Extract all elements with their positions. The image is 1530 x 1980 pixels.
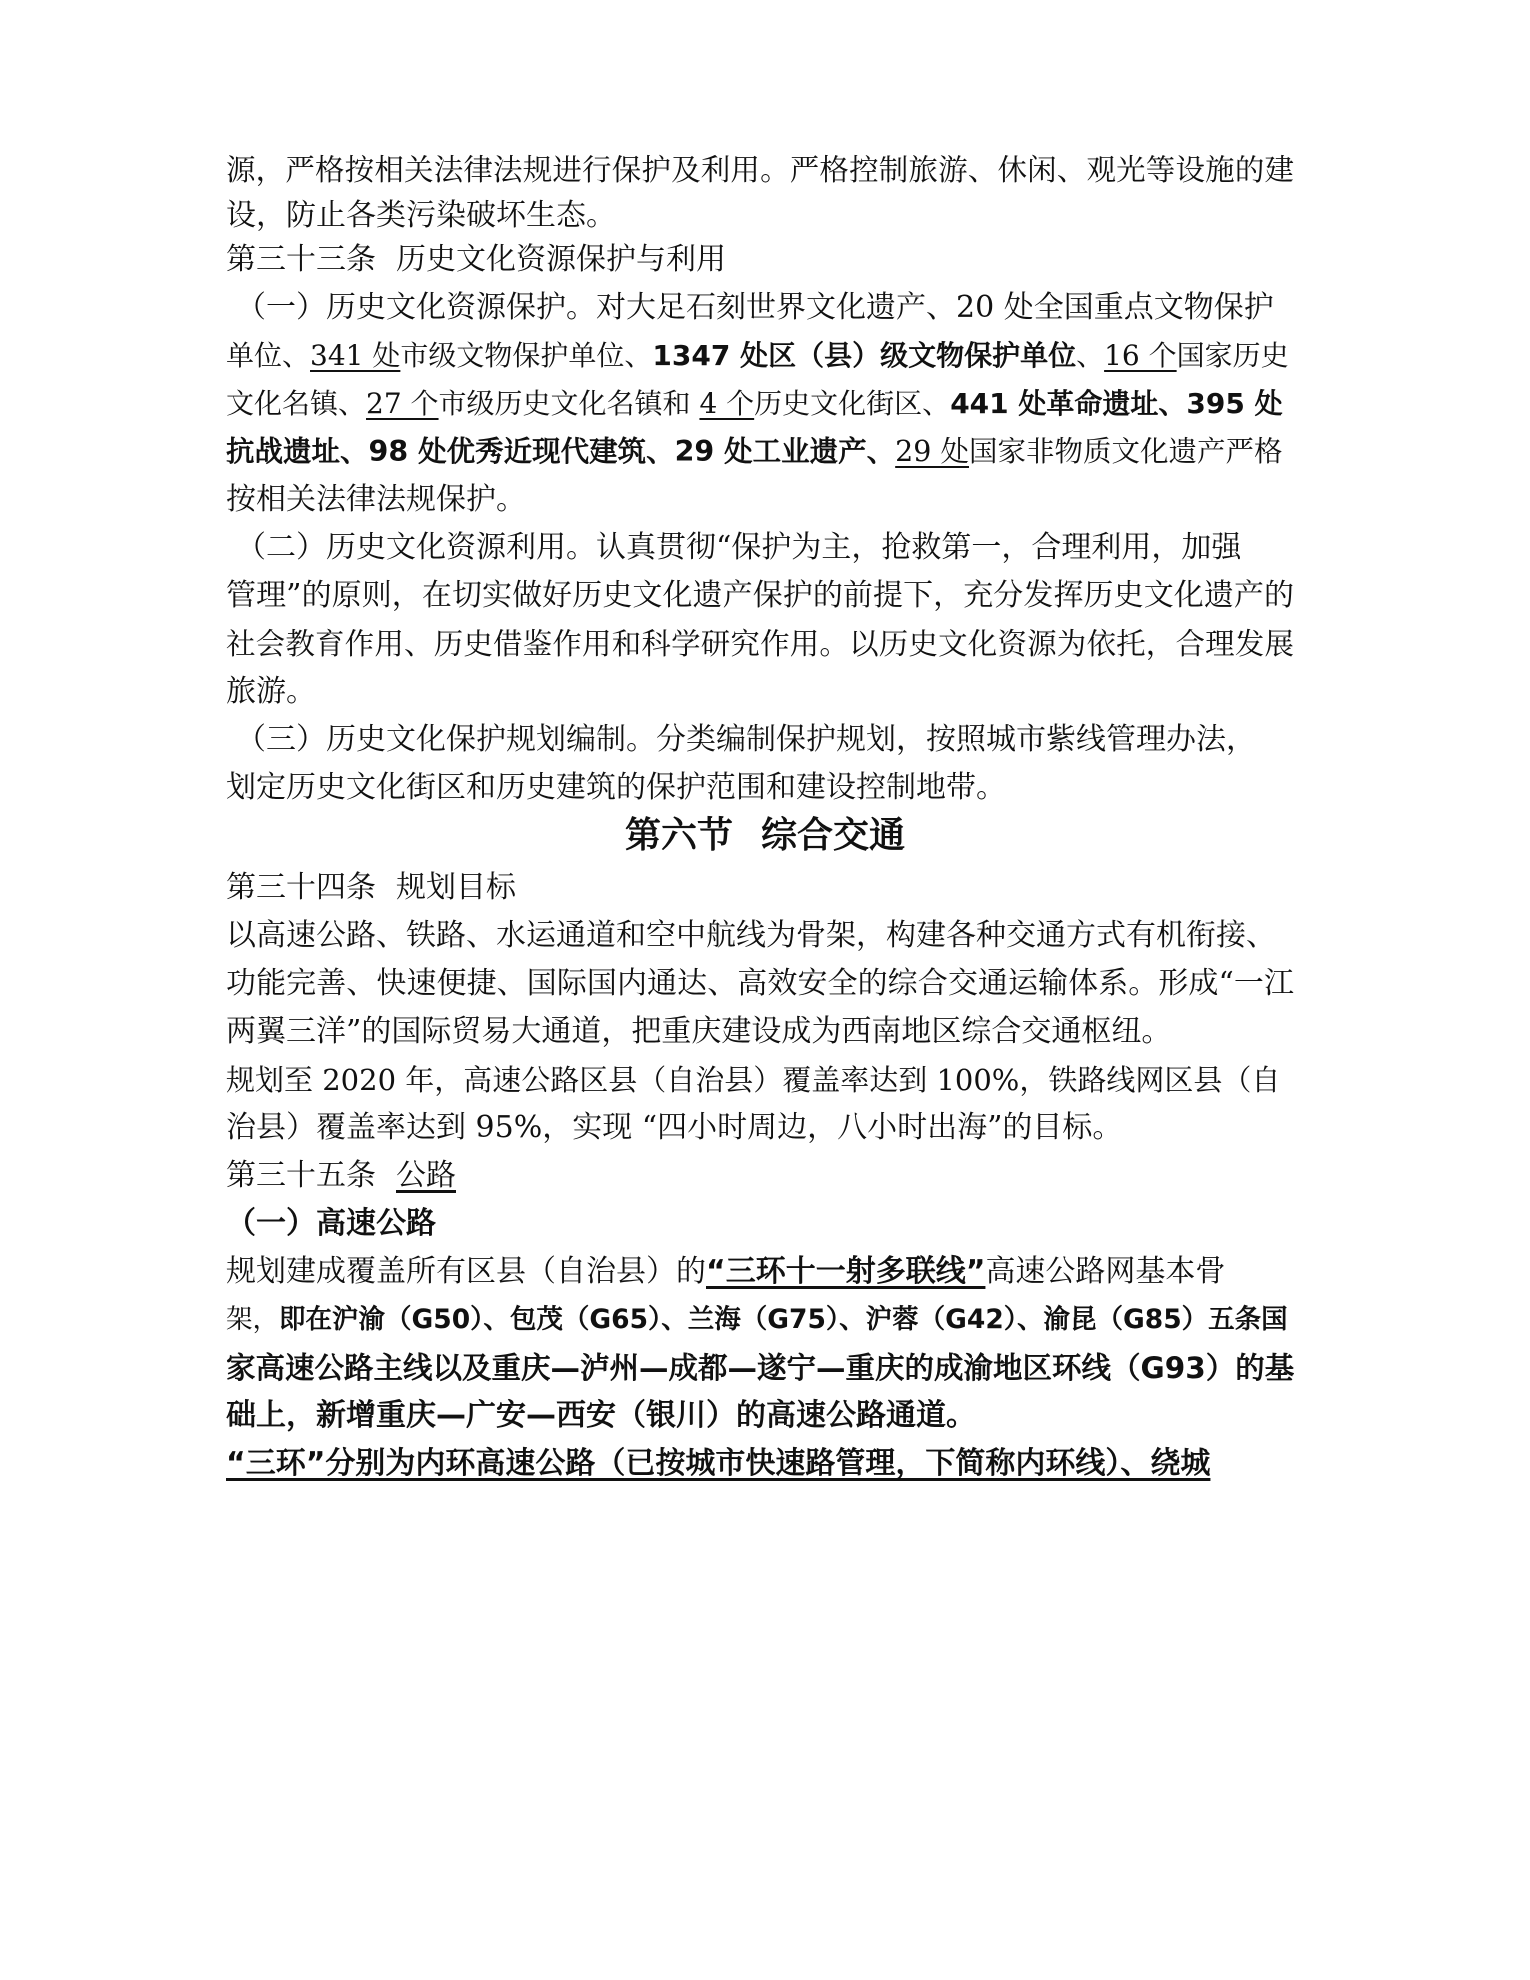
paragraph-line [226, 336, 1294, 376]
paragraph-line: 两翼三洋”的国际贸易大通道，把重庆建设成为西南地区综合交通枢纽。 [226, 1014, 1172, 1049]
article-title: 公路 [396, 1158, 456, 1193]
bold-text: 抗战遗址、98 处优秀近现代建筑、29 处工业遗产、 [226, 435, 896, 468]
text-run: 架， [226, 1304, 279, 1335]
paragraph-line: （二）历史文化资源利用。认真贯彻“保护为主，抢救第一，合理利用，加强 [236, 530, 1242, 565]
article-title: 规划目标 [396, 870, 516, 905]
underlined-text: 341 处 [310, 339, 401, 372]
underlined-text: 4 个 [699, 387, 755, 420]
text-run: 单位、 [226, 339, 311, 372]
text-run: 国家非物质文化遗产严格 [969, 435, 1283, 468]
text-run: 规划建成覆盖所有区县（自治县）的 [226, 1254, 706, 1289]
underlined-text: “三环十一射多联线” [706, 1254, 986, 1289]
paragraph-line: 划定历史文化街区和历史建筑的保护范围和建设控制地带。 [226, 770, 1006, 805]
paragraph-line: 设，防止各类污染破坏生态。 [226, 198, 616, 233]
text-run: 市级历史文化名镇和 [438, 387, 700, 420]
paragraph-line: 规划至 2020 年，高速公路区县（自治县）覆盖率达到 100%，铁路线网区县（自 [226, 1063, 1281, 1097]
text-run: 历史文化街区、 [754, 387, 951, 420]
paragraph-line: 管理”的原则，在切实做好历史文化遗产保护的前提下，充分发挥历史文化遗产的 [226, 578, 1294, 613]
article-number: 第三十五条 [226, 1158, 376, 1193]
article-35-heading [226, 1156, 1294, 1196]
paragraph-line [226, 1252, 1294, 1292]
bold-text: 即在沪渝（G50）、包茂（G65）、兰海（G75）、沪蓉（G42）、渝昆（G85）五条国 [279, 1304, 1288, 1335]
paragraph-line: 以高速公路、铁路、水运通道和空中航线为骨架，构建各种交通方式有机衔接、 [226, 918, 1276, 953]
paragraph-line: 按相关法律法规保护。 [226, 482, 526, 517]
paragraph-line [226, 384, 1294, 424]
paragraph-line [226, 432, 1294, 472]
paragraph-line: 源，严格按相关法律法规进行保护及利用。严格控制旅游、休闲、观光等设施的建 [226, 153, 1294, 187]
paragraph-line: 础上，新增重庆—广安—西安（银川）的高速公路通道。 [226, 1398, 976, 1433]
subheading: （一）高速公路 [226, 1206, 436, 1241]
paragraph-line: 旅游。 [226, 674, 316, 709]
underlined-text: 27 个 [366, 387, 439, 420]
paragraph-line: 家高速公路主线以及重庆—泸州—成都—遂宁—重庆的成渝地区环线（G93）的基 [226, 1351, 1295, 1385]
paragraph-line: （三）历史文化保护规划编制。分类编制保护规划，按照城市紫线管理办法， [236, 722, 1256, 757]
article-number: 第三十三条 [226, 242, 376, 277]
text-run: 、 [1076, 339, 1105, 372]
article-number: 第三十四条 [226, 870, 376, 905]
text-run: 市级文物保护单位、 [400, 339, 653, 372]
section-heading [0, 814, 1530, 858]
article-34-heading [226, 868, 1294, 908]
underlined-text: 29 处 [895, 435, 969, 468]
paragraph-line: 社会教育作用、历史借鉴作用和科学研究作用。以历史文化资源为依托，合理发展 [226, 627, 1294, 661]
text-run: 文化名镇、 [226, 387, 367, 420]
text-run: 高速公路网基本骨 [985, 1254, 1226, 1289]
paragraph-line: 功能完善、快速便捷、国际国内通达、高效安全的综合交通运输体系。形成“一江 [226, 966, 1294, 1001]
paragraph-line [226, 1300, 1294, 1340]
text-run: 国家历史 [1176, 339, 1289, 372]
article-title: 历史文化资源保护与利用 [396, 242, 726, 277]
paragraph-line: （一）历史文化资源保护。对大足石刻世界文化遗产、20 处全国重点文物保护 [236, 290, 1274, 325]
underlined-text: 16 个 [1104, 339, 1177, 372]
section-number: 第六节 [624, 815, 733, 856]
article-33-heading [226, 240, 1294, 280]
bold-text: 441 处革命遗址、395 处 [950, 387, 1283, 420]
bold-text: 1347 处区（县）级文物保护单位 [652, 339, 1077, 372]
section-title: 综合交通 [761, 815, 906, 856]
paragraph-line: “三环”分别为内环高速公路（已按城市快速路管理，下简称内环线）、绕城 [226, 1446, 1211, 1481]
paragraph-line: 治县）覆盖率达到 95%，实现 “四小时周边，八小时出海”的目标。 [226, 1110, 1123, 1145]
